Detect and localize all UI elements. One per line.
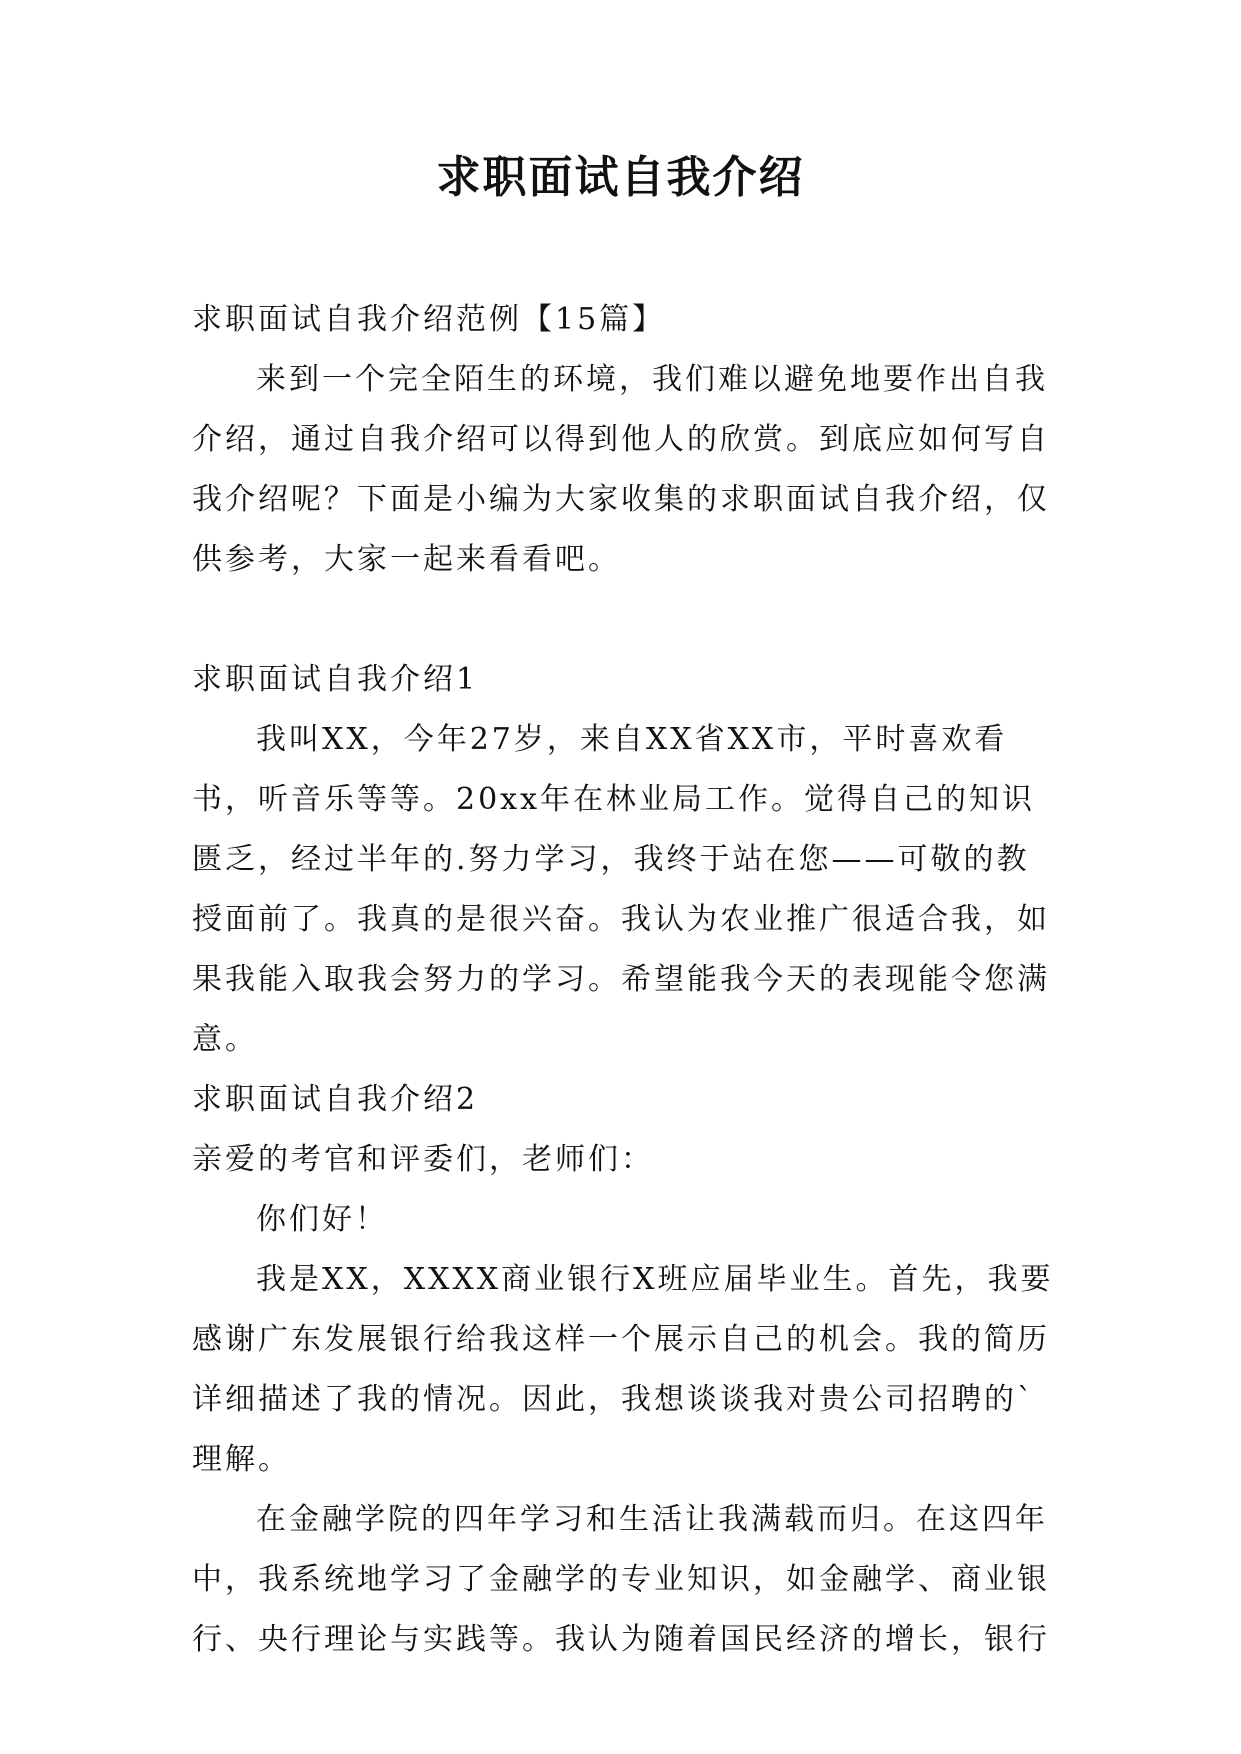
section-heading-2: 求职面试自我介绍2	[192, 1082, 479, 1117]
intro-paragraph: 来到一个完全陌生的环境，我们难以避免地要作出自我介绍，通过自我介绍可以得到他人的欣赏。到底应如何写自我介绍呢？下面是小编为大家收集的求职面试自我介绍，仅供参考，大家一起来看看吧。	[192, 362, 1050, 577]
section-heading-1: 求职面试自我介绍1	[192, 662, 479, 697]
document-body	[192, 290, 1062, 1670]
section-1-paragraph: 我叫XX，今年27岁，来自XX省XX市，平时喜欢看书，听音乐等等。20xx年在林业局工作。觉得自己的知识匮乏，经过半年的.努力学习，我终于站在您——可敬的教授面前了。我真的是很兴奋。我认为农业推广很适合我，如果我能入取我会努力的学习。希望能我今天的表现能令您满意。	[192, 722, 1050, 1057]
paragraph-spacer	[192, 590, 1062, 650]
section-2-paragraph-2: 在金融学院的四年学习和生活让我满载而归。在这四年中，我系统地学习了金融学的专业知识，如金融学、商业银行、央行理论与实践等。我认为随着国民经济的增长，银行	[192, 1502, 1050, 1657]
section-heading-intro: 求职面试自我介绍范例【15篇】	[192, 302, 666, 337]
document-title: 求职面试自我介绍	[436, 152, 805, 203]
greeting: 你们好！	[256, 1202, 388, 1237]
salutation: 亲爱的考官和评委们，老师们：	[192, 1142, 654, 1177]
section-2-paragraph-1: 我是XX，XXXX商业银行X班应届毕业生。首先，我要感谢广东发展银行给我这样一个展示自己的机会。我的简历详细描述了我的情况。因此，我想谈谈我对贵公司招聘的`理解。	[192, 1262, 1054, 1477]
